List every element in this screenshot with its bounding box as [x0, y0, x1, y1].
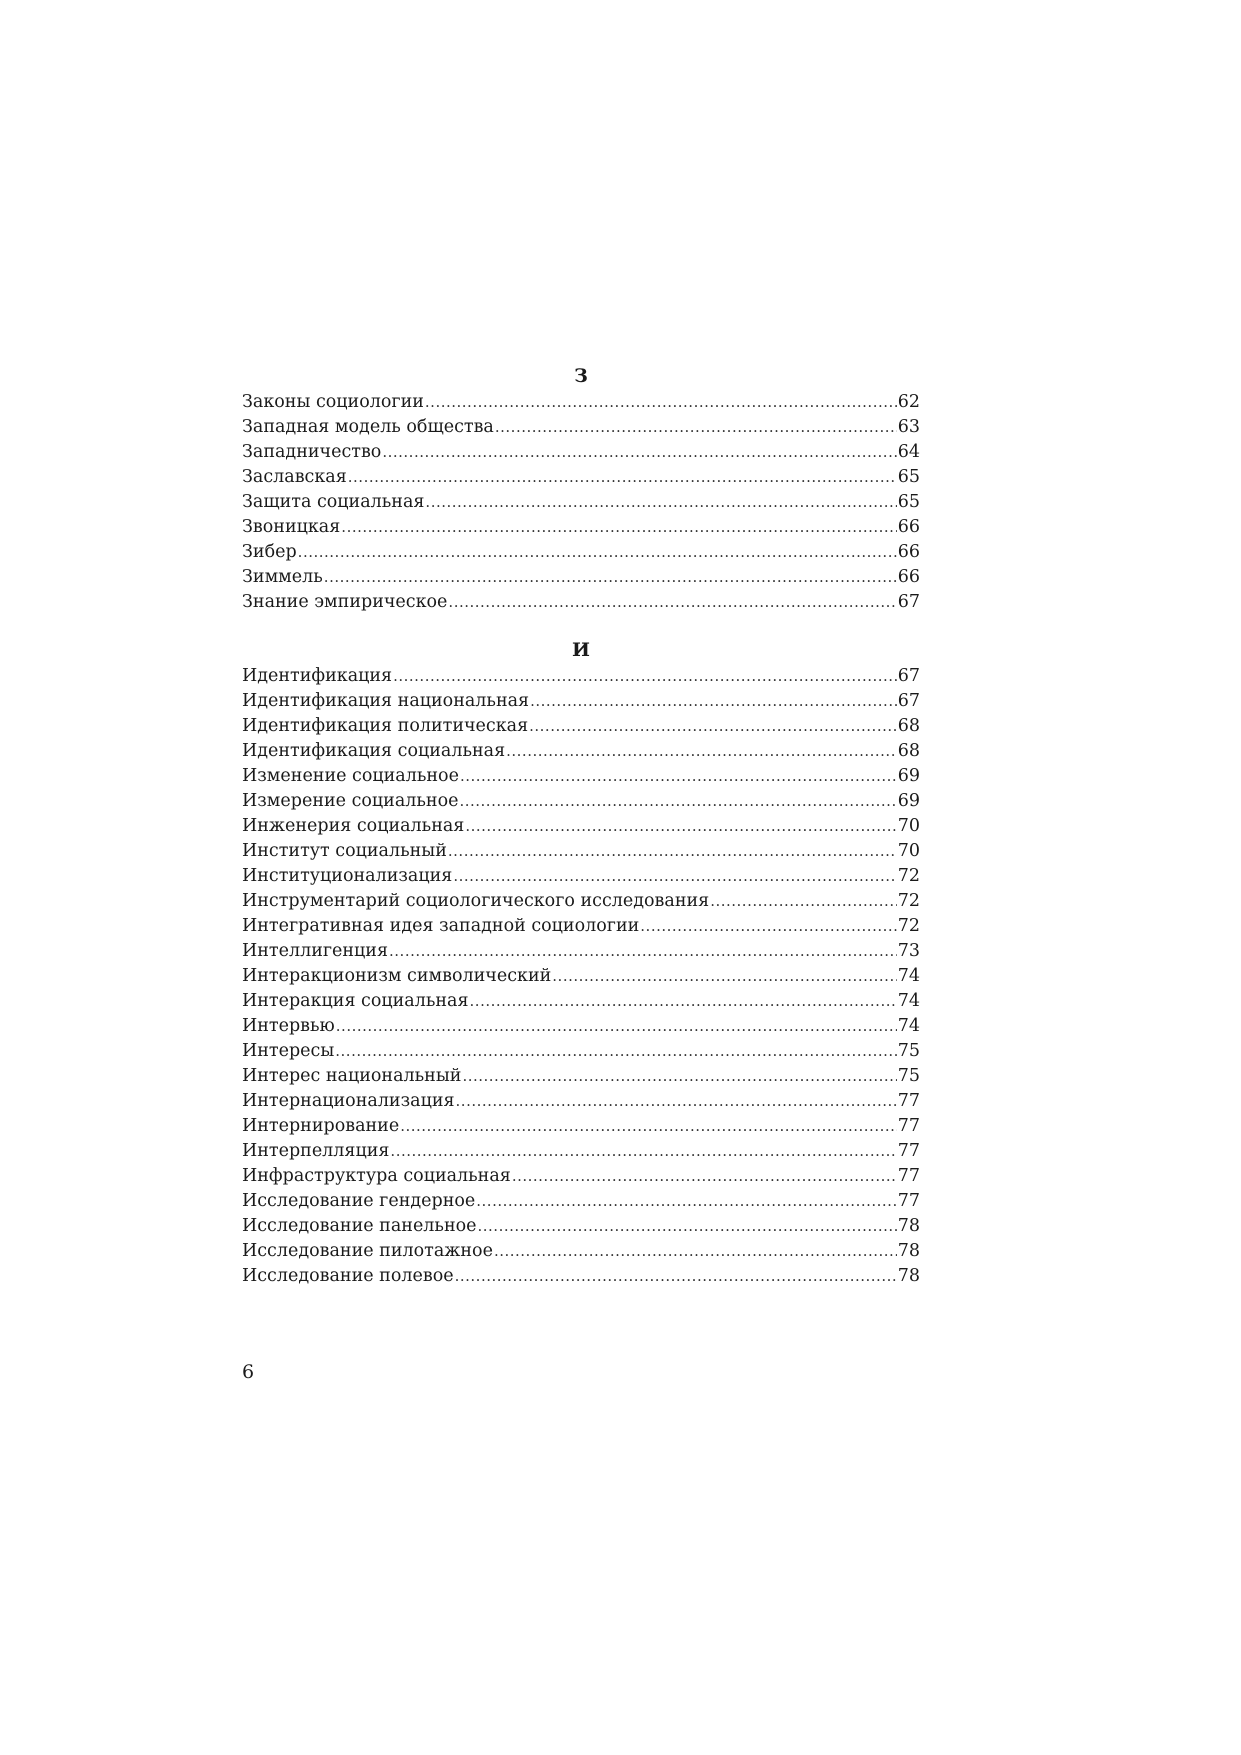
index-term: Идентификация [242, 666, 393, 686]
index-term: Интерпелляция [242, 1141, 390, 1161]
index-term: Исследование пилотажное [242, 1241, 493, 1261]
index-term: Интеракция социальная [242, 991, 469, 1011]
dot-leader [453, 864, 896, 889]
dot-leader [552, 964, 896, 989]
dot-leader [348, 465, 897, 490]
index-page-ref: 77 [897, 1191, 920, 1211]
dot-leader [298, 540, 897, 565]
index-term: Исследование гендерное [242, 1191, 476, 1211]
index-page-ref: 70 [897, 816, 920, 836]
index-page-ref: 69 [897, 766, 920, 786]
index-page-ref: 77 [897, 1116, 920, 1136]
index-term: Идентификация политическая [242, 716, 529, 736]
index-entry [242, 1139, 920, 1164]
index-term: Интеллигенция [242, 941, 389, 961]
index-term: Звоницкая [242, 517, 341, 537]
dot-leader [382, 440, 896, 465]
index-page-ref: 74 [897, 1016, 920, 1036]
index-entry [242, 390, 920, 415]
index-entry [242, 714, 920, 739]
dot-leader [495, 415, 897, 440]
index-page-ref: 78 [897, 1241, 920, 1261]
index-page-ref: 67 [897, 592, 920, 612]
index-term: Законы социологии [242, 392, 424, 412]
index-entry [242, 465, 920, 490]
index-column [242, 364, 920, 1289]
index-entry [242, 814, 920, 839]
dot-leader [336, 1014, 897, 1039]
index-entry [242, 540, 920, 565]
index-page-ref: 63 [897, 417, 920, 437]
index-entry [242, 1239, 920, 1264]
index-entry [242, 689, 920, 714]
index-entry [242, 1214, 920, 1239]
index-entry [242, 889, 920, 914]
dot-leader [494, 1239, 897, 1264]
index-entry [242, 864, 920, 889]
index-entry [242, 1064, 920, 1089]
index-page-ref: 72 [897, 891, 920, 911]
index-entry [242, 1014, 920, 1039]
index-page-ref: 72 [897, 916, 920, 936]
dot-leader [456, 1089, 897, 1114]
section-letter-heading: И [572, 639, 590, 661]
index-page-ref: 65 [897, 467, 920, 487]
index-entry [242, 590, 920, 615]
index-entry [242, 764, 920, 789]
dot-leader [425, 390, 897, 415]
dot-leader [710, 889, 897, 914]
dot-leader [512, 1164, 897, 1189]
index-entry [242, 989, 920, 1014]
index-term: Интересы [242, 1041, 335, 1061]
index-page-ref: 68 [897, 716, 920, 736]
dot-leader [400, 1114, 897, 1139]
index-term: Изменение социальное [242, 766, 459, 786]
index-term: Знание эмпирическое [242, 592, 448, 612]
index-page-ref: 74 [897, 991, 920, 1011]
index-term: Зиммель [242, 567, 323, 587]
index-page-ref: 70 [897, 841, 920, 861]
index-page-ref: 74 [897, 966, 920, 986]
index-term: Идентификация социальная [242, 741, 506, 761]
index-page-ref: 66 [897, 542, 920, 562]
index-term: Интервью [242, 1016, 335, 1036]
index-page-ref: 66 [897, 567, 920, 587]
index-page-ref: 73 [897, 941, 920, 961]
dot-leader [465, 814, 896, 839]
index-page-ref: 69 [897, 791, 920, 811]
index-entry [242, 515, 920, 540]
index-page-ref: 75 [897, 1066, 920, 1086]
index-page-ref: 64 [897, 442, 920, 462]
index-term: Инженерия социальная [242, 816, 465, 836]
index-entry [242, 415, 920, 440]
index-entry [242, 1189, 920, 1214]
index-page-ref: 67 [897, 666, 920, 686]
index-entry [242, 939, 920, 964]
index-term: Инструментарий социологического исследования [242, 891, 710, 911]
index-term: Институт социальный [242, 841, 447, 861]
index-term: Зибер [242, 542, 297, 562]
index-entry [242, 1114, 920, 1139]
index-entry [242, 739, 920, 764]
dot-leader [460, 764, 897, 789]
index-entry [242, 1089, 920, 1114]
dot-leader [478, 1214, 897, 1239]
dot-leader [389, 939, 897, 964]
index-page-ref: 66 [897, 517, 920, 537]
index-term: Измерение социальное [242, 791, 459, 811]
index-page-ref: 75 [897, 1041, 920, 1061]
index-term: Интернирование [242, 1116, 400, 1136]
page-number: 6 [242, 1361, 255, 1383]
index-page-ref: 68 [897, 741, 920, 761]
index-entry [242, 440, 920, 465]
dot-leader [462, 1064, 896, 1089]
dot-leader [470, 989, 897, 1014]
dot-leader [476, 1189, 896, 1214]
dot-leader [341, 515, 896, 540]
index-page-ref: 65 [897, 492, 920, 512]
dot-leader [393, 664, 897, 689]
dot-leader [335, 1039, 896, 1064]
index-entry [242, 1264, 920, 1289]
dot-leader [530, 689, 897, 714]
index-page-ref: 72 [897, 866, 920, 886]
index-page-ref: 77 [897, 1141, 920, 1161]
index-term: Защита социальная [242, 492, 425, 512]
index-page-ref: 67 [897, 691, 920, 711]
index-term: Исследование полевое [242, 1266, 454, 1286]
index-section [242, 364, 920, 615]
index-entry [242, 964, 920, 989]
index-term: Исследование панельное [242, 1216, 477, 1236]
index-term: Интеракционизм символический [242, 966, 552, 986]
dot-leader [448, 839, 897, 864]
index-page-ref: 77 [897, 1091, 920, 1111]
index-page-ref: 77 [897, 1166, 920, 1186]
index-term: Западничество [242, 442, 382, 462]
dot-leader [459, 789, 896, 814]
index-section [242, 638, 920, 1289]
index-entry [242, 914, 920, 939]
dot-leader [640, 914, 896, 939]
dot-leader [455, 1264, 897, 1289]
section-letter-heading: З [574, 365, 588, 387]
index-entry [242, 664, 920, 689]
index-entry [242, 789, 920, 814]
index-term: Заславская [242, 467, 347, 487]
index-entry [242, 839, 920, 864]
index-page-ref: 78 [897, 1216, 920, 1236]
index-term: Интегративная идея западной социологии [242, 916, 640, 936]
index-term: Интернационализация [242, 1091, 455, 1111]
dot-leader [390, 1139, 896, 1164]
index-entry [242, 1164, 920, 1189]
index-page-ref: 78 [897, 1266, 920, 1286]
dot-leader [529, 714, 897, 739]
index-term: Западная модель общества [242, 417, 494, 437]
index-term: Инфраструктура социальная [242, 1166, 511, 1186]
index-entry [242, 1039, 920, 1064]
dot-leader [324, 565, 897, 590]
index-term: Идентификация национальная [242, 691, 530, 711]
index-entry [242, 565, 920, 590]
index-entry [242, 490, 920, 515]
dot-leader [425, 490, 896, 515]
dot-leader [506, 739, 897, 764]
index-term: Интерес национальный [242, 1066, 462, 1086]
dot-leader [448, 590, 896, 615]
index-term: Институционализация [242, 866, 453, 886]
index-page-ref: 62 [897, 392, 920, 412]
